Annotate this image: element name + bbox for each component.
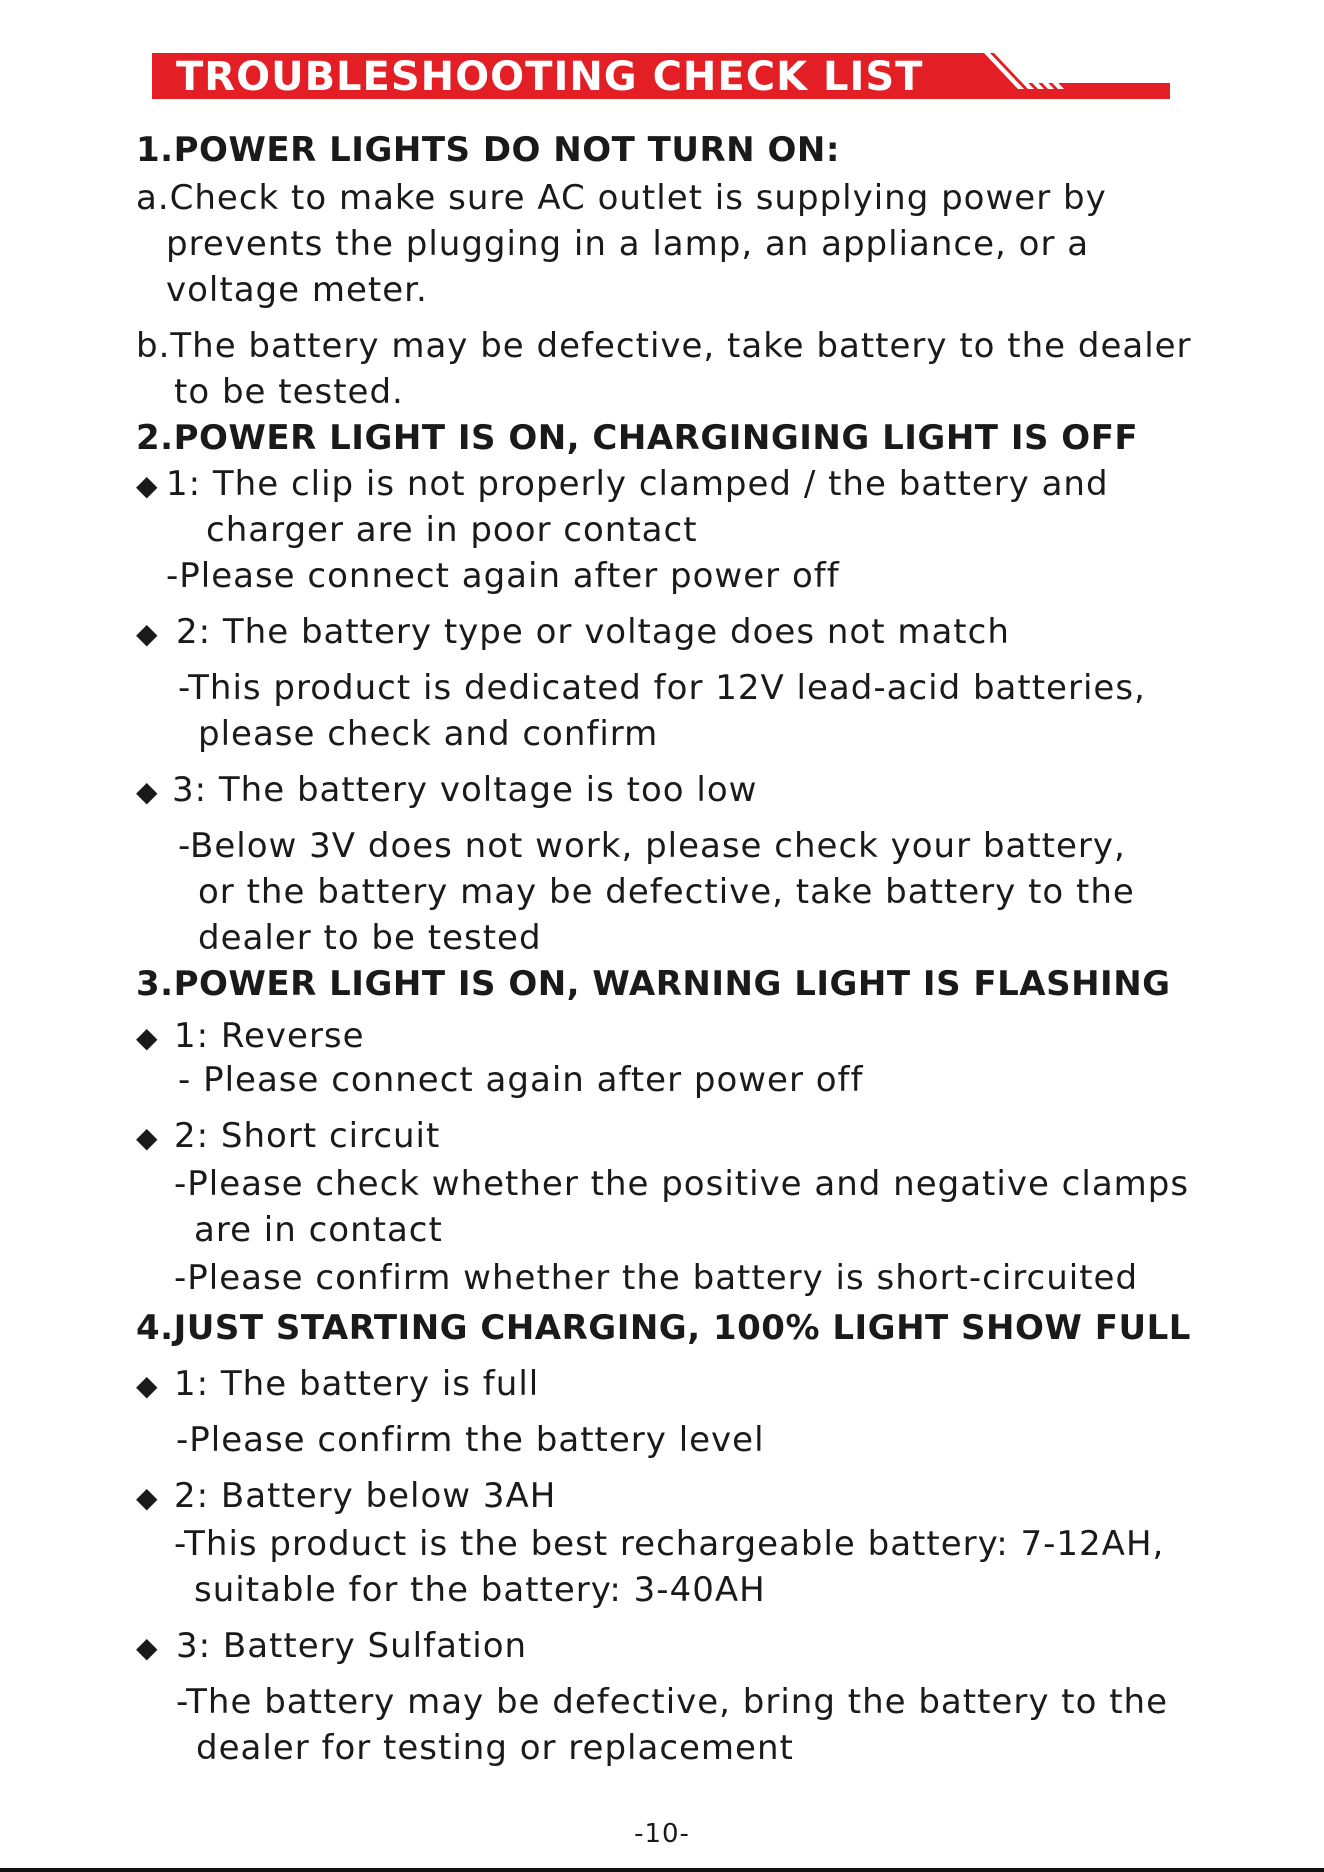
item-text: 2: Battery below 3AH [174, 1476, 557, 1516]
section-4-item [136, 1624, 527, 1670]
section-3-line: are in contact [194, 1210, 443, 1250]
section-1-line: to be tested. [174, 372, 404, 412]
section-2-line: or the battery may be defective, take battery to the [198, 872, 1135, 912]
section-2-item [136, 768, 757, 814]
section-4-line: -Please confirm the battery level [176, 1420, 765, 1460]
section-4-heading: 4.JUST STARTING CHARGING, 100% LIGHT SHOW FULL [136, 1308, 1191, 1348]
item-text: 1: The battery is full [174, 1364, 540, 1404]
section-3-item [136, 1014, 365, 1060]
section-3-heading: 3.POWER LIGHT IS ON, WARNING LIGHT IS FLASHING [136, 964, 1171, 1004]
diamond-bullet-icon: ◆ [136, 469, 159, 502]
item-text: 2: The battery type or voltage does not match [176, 612, 1010, 652]
section-2-line: please check and confirm [198, 714, 659, 754]
item-text: 3: Battery Sulfation [176, 1626, 528, 1666]
section-1-heading: 1.POWER LIGHTS DO NOT TURN ON: [136, 130, 840, 170]
section-3-line: -Please check whether the positive and negative clamps [174, 1164, 1190, 1204]
diamond-bullet-icon: ◆ [136, 1121, 159, 1154]
item-text: 1: The clip is not properly clamped / the battery and [166, 464, 1109, 504]
section-4-item [136, 1362, 539, 1408]
section-4-line: -This product is the best rechargeable battery: 7-12AH, [174, 1524, 1165, 1564]
section-2-heading: 2.POWER LIGHT IS ON, CHARGINGING LIGHT IS OFF [136, 418, 1139, 458]
page-title: TROUBLESHOOTING CHECK LIST [176, 54, 924, 100]
section-1-line: prevents the plugging in a lamp, an appliance, or a [166, 224, 1090, 264]
page-number: -10- [634, 1819, 690, 1849]
section-2-item [136, 610, 1010, 656]
section-4-line: dealer for testing or replacement [196, 1728, 794, 1768]
section-2-line: dealer to be tested [198, 918, 542, 958]
section-2-line: charger are in poor contact [206, 510, 698, 550]
stripes-decoration-icon [940, 53, 1130, 99]
diamond-bullet-icon: ◆ [136, 775, 159, 808]
section-1-line: a.Check to make sure AC outlet is supplying power by [136, 178, 1107, 218]
title-banner [152, 53, 1170, 99]
bottom-border [0, 1868, 1324, 1872]
section-4-line: -The battery may be defective, bring the battery to the [176, 1682, 1168, 1722]
item-text: 1: Reverse [174, 1016, 365, 1056]
section-3-line: -Please confirm whether the battery is short-circuited [174, 1258, 1139, 1298]
diamond-bullet-icon: ◆ [136, 617, 159, 650]
diamond-bullet-icon: ◆ [136, 1369, 159, 1402]
section-4-item [136, 1474, 556, 1520]
section-2-line: -Please connect again after power off [166, 556, 840, 596]
item-text: 3: The battery voltage is too low [172, 770, 758, 810]
diamond-bullet-icon: ◆ [136, 1481, 159, 1514]
section-3-line: - Please connect again after power off [178, 1060, 864, 1100]
section-1-line: b.The battery may be defective, take battery to the dealer [136, 326, 1192, 366]
section-3-item [136, 1114, 440, 1160]
item-text: 2: Short circuit [174, 1116, 441, 1156]
section-2-item [136, 462, 1109, 508]
section-4-line: suitable for the battery: 3-40AH [194, 1570, 766, 1610]
diamond-bullet-icon: ◆ [136, 1021, 159, 1054]
diamond-bullet-icon: ◆ [136, 1631, 159, 1664]
section-2-line: -Below 3V does not work, please check your battery, [178, 826, 1126, 866]
section-2-line: -This product is dedicated for 12V lead-acid batteries, [178, 668, 1146, 708]
section-1-line: voltage meter. [166, 270, 428, 310]
